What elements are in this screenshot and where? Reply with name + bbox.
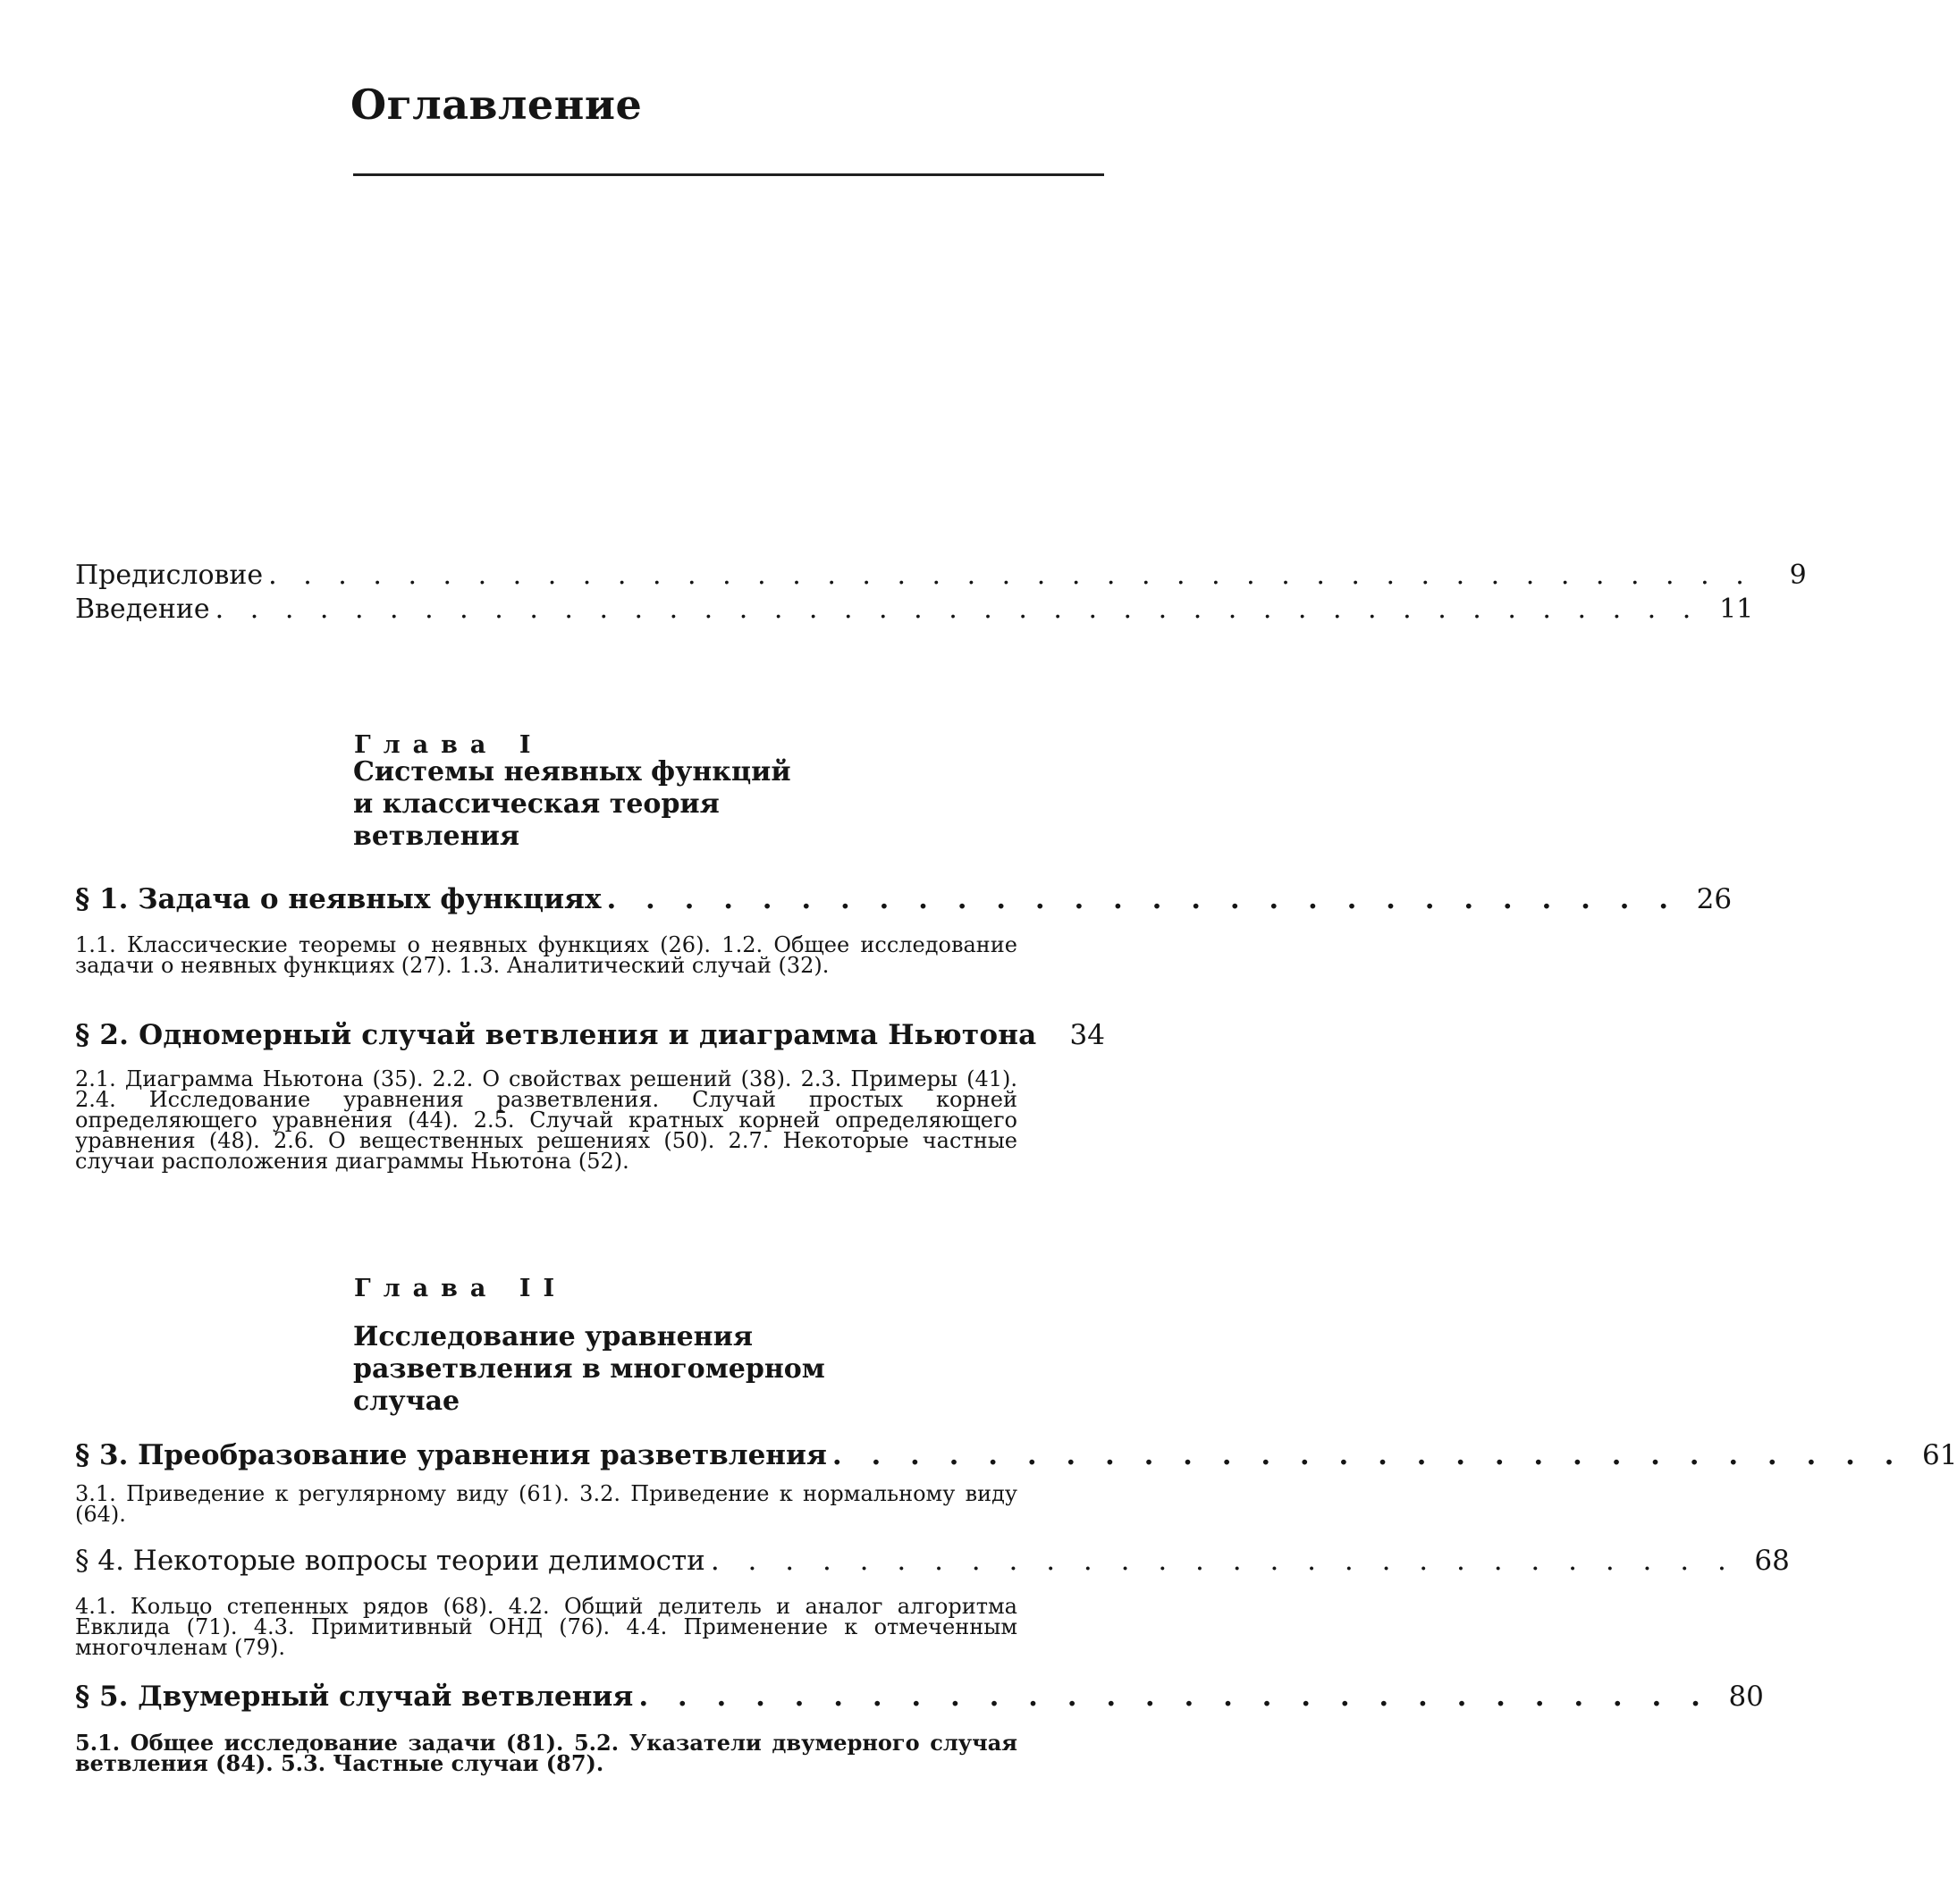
section-page: 61 [1922, 1439, 1957, 1471]
entry-label: Предисловие [75, 560, 264, 591]
entry-page: 9 [1789, 560, 1807, 591]
leader-dots: . . . . . . . . . . . . . . . . . . . . . . . . . . . . [638, 1681, 1710, 1713]
chapter-label: Глава I [354, 731, 544, 759]
section-label: § 1. Задача о неявных функциях [75, 883, 602, 915]
chapter-label: Глава II [354, 1275, 568, 1302]
leader-dots: . . . . . . . . . . . . . . . . . . . . . . . . . . . . . . . . . . . . . . . . . . . [268, 560, 1753, 591]
leader-dots: . . . . . . . . . . . . . . . . . . . . . . . . . . . . [710, 1545, 1736, 1577]
section-label: § 5. Двумерный случай ветвления [75, 1681, 634, 1713]
section-page: 80 [1728, 1681, 1764, 1713]
section-3-subsections: 3.1. Приведение к регулярному виду (61). 3.2. Приведение к нормальному виду (64). [75, 1481, 1017, 1527]
section-page: 26 [1696, 883, 1733, 915]
chapter-title: Системы неявных функций и классическая теория ветвления [353, 756, 791, 852]
leader-dots: . . . . . . . . . . . . . . . . . . . . . . . . . . . . . . . . . . . . . . . . . . . [215, 594, 1700, 625]
entry-page: 11 [1719, 594, 1754, 625]
toc-entry-introduction[interactable] [75, 594, 1754, 625]
section-page: 34 [1069, 1019, 1105, 1051]
section-label: § 2. Одномерный случай ветвления и диаграмма Ньютона [75, 1019, 1037, 1051]
toc-section-4[interactable] [75, 1545, 1790, 1577]
chapter-title: Исследование уравнения разветвления в многомерном случае [353, 1321, 825, 1417]
page-title: Оглавление [350, 80, 643, 129]
toc-section-1[interactable] [75, 883, 1733, 915]
leader-dots: . . . . . . . . . . . . . . . . . . . . . . . . . . . . [606, 883, 1679, 915]
title-rule [353, 173, 1104, 176]
toc-section-2[interactable] [75, 1019, 1105, 1051]
section-label: § 4. Некоторые вопросы теории делимости [75, 1545, 705, 1577]
section-1-subsections: 1.1. Классические теоремы о неявных функциях (26). 1.2. Общее исследование задачи о неявных функциях (27). 1.3. Аналитический случай (32). [75, 932, 1017, 978]
toc-section-5[interactable] [75, 1681, 1764, 1713]
leader-dots: . . . . . . . . . . . . . . . . . . . . . . . . . . . . [831, 1439, 1904, 1471]
entry-label: Введение [75, 594, 210, 625]
section-5-subsections: 5.1. Общее исследование задачи (81). 5.2. Указатели двумерного случая ветвления (84). 5.3. Частные случаи (87). [75, 1730, 1017, 1776]
section-2-subsections: 2.1. Диаграмма Ньютона (35). 2.2. О свойствах решений (38). 2.3. Примеры (41). 2.4. Исследование уравнения разветвления. Случай простых корней определяющего уравнения (44). 2.5. Случай кратных корней определяющего уравнения (48). 2.6. О вещественных решениях (50). 2.7. Некоторые частные случаи расположения диаграммы Ньютона (52). [75, 1066, 1017, 1174]
section-page: 68 [1754, 1545, 1790, 1577]
toc-entry-preface[interactable] [75, 560, 1807, 591]
toc-section-3[interactable] [75, 1439, 1957, 1471]
section-4-subsections: 4.1. Кольцо степенных рядов (68). 4.2. Общий делитель и аналог алгоритма Евклида (71). 4.3. Примитивный ОНД (76). 4.4. Применение к отмеченным многочленам (79). [75, 1594, 1017, 1660]
section-label: § 3. Преобразование уравнения разветвления [75, 1439, 827, 1471]
